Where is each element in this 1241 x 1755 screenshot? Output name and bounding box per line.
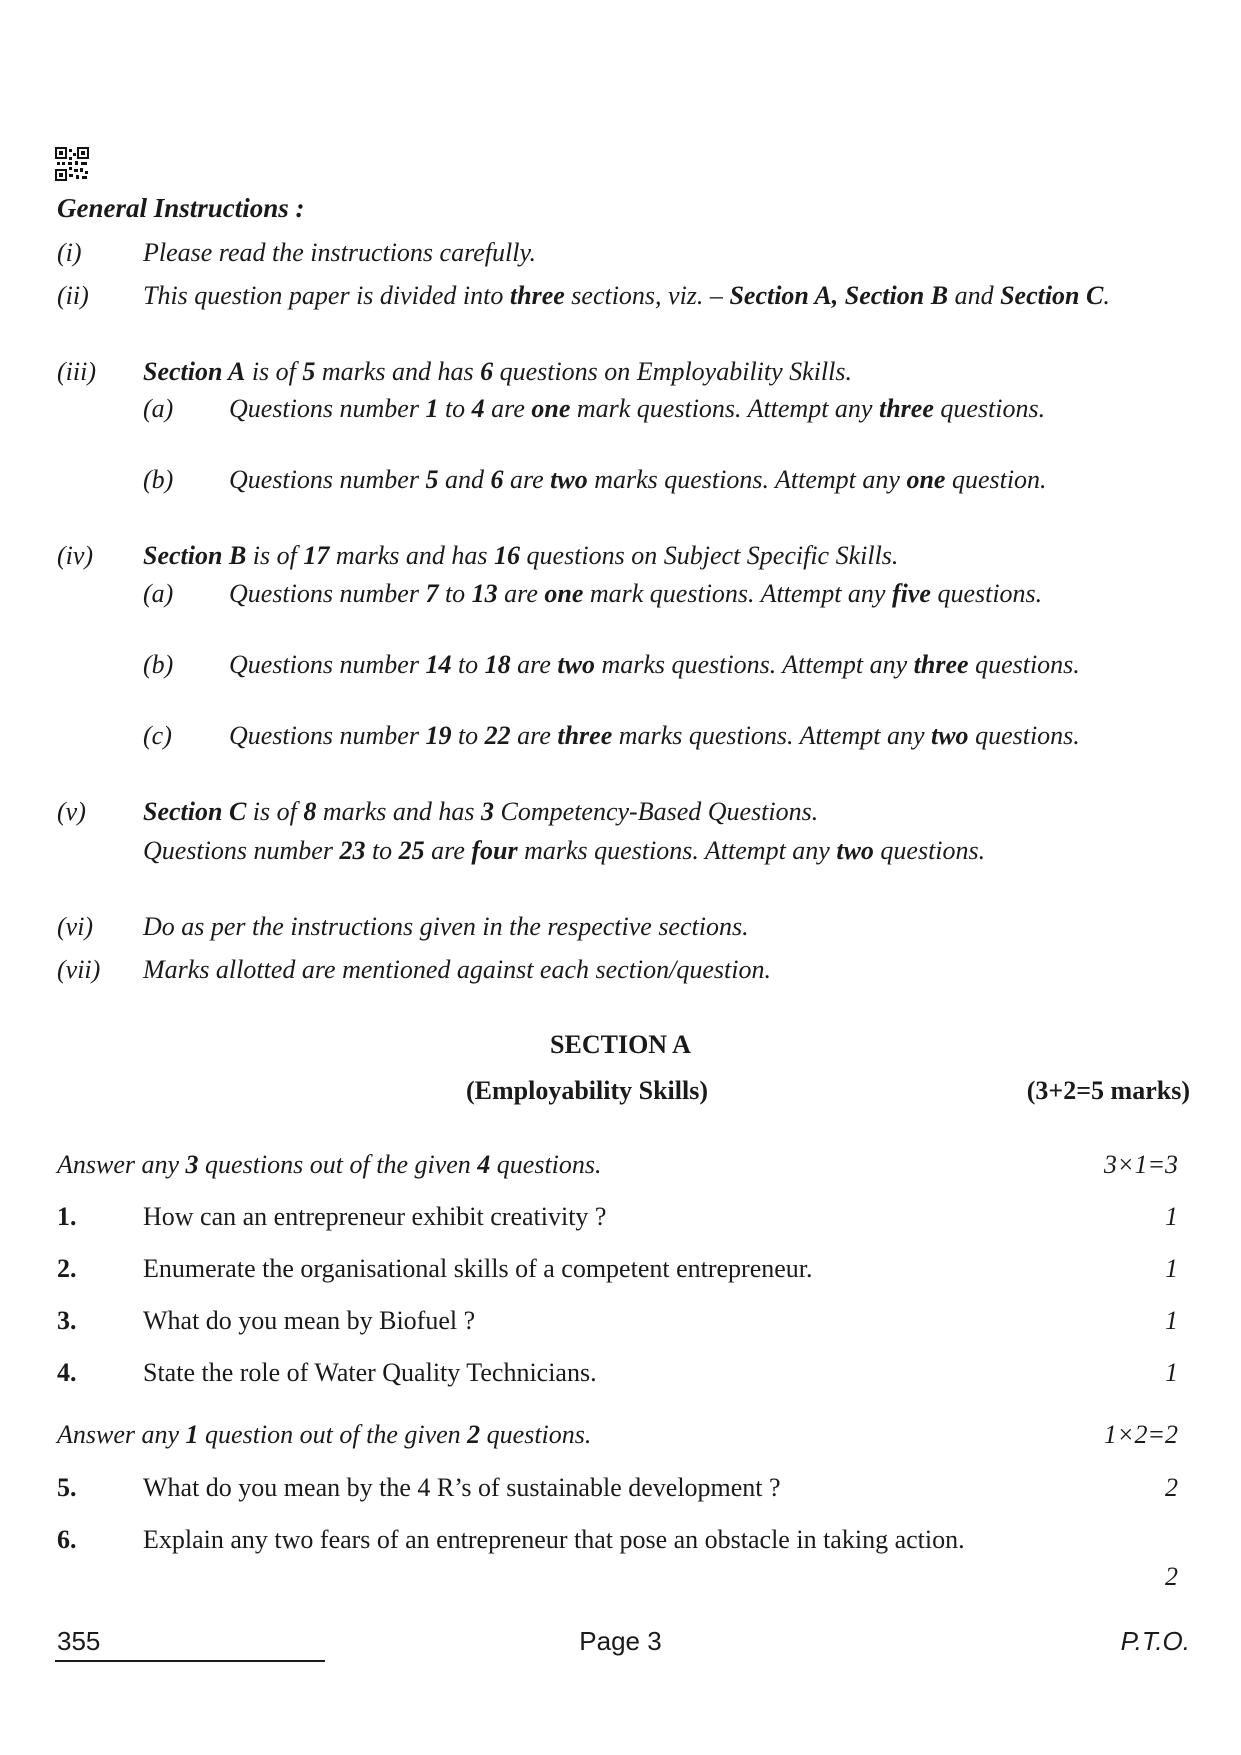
instruction-text: Section A is of 5 marks and has 6 questions on Employability Skills. — [143, 357, 852, 386]
instruction-num: (iv) — [57, 541, 94, 570]
question-text: How can an entrepreneur exhibit creativity ? — [143, 1202, 607, 1231]
paper-code: 355 — [57, 1626, 101, 1656]
question-number: 3. — [57, 1306, 77, 1335]
emphasis-text: three — [913, 650, 969, 679]
question-marks: 1 — [1165, 1306, 1178, 1335]
question-text: What do you mean by the 4 R’s of sustainable development ? — [143, 1473, 781, 1502]
general-instructions-heading: General Instructions : — [57, 193, 305, 223]
question-number: 4. — [57, 1358, 77, 1387]
emphasis-text: 1 — [185, 1420, 199, 1449]
section-title: SECTION A — [550, 1030, 691, 1059]
question-text: What do you mean by Biofuel ? — [143, 1306, 476, 1335]
question-number: 2. — [57, 1254, 77, 1283]
instruction-text: Section C is of 8 marks and has 3 Competency-Based Questions. — [143, 797, 819, 826]
instruction-num: (iii) — [57, 357, 96, 386]
emphasis-text: 3 — [481, 797, 495, 826]
sub-instruction-text: Questions number 19 to 22 are three marks questions. Attempt any two questions. — [229, 721, 1080, 750]
question-marks: 2 — [1165, 1473, 1178, 1502]
emphasis-text: four — [471, 836, 518, 865]
emphasis-text: five — [891, 579, 931, 608]
sub-instruction-text: Questions number 5 and 6 are two marks questions. Attempt any one question. — [229, 465, 1047, 494]
question-number: 5. — [57, 1473, 77, 1502]
question-marks: 1 — [1165, 1202, 1178, 1231]
section-marks: (3+2=5 marks) — [1026, 1076, 1190, 1105]
question-marks: 2 — [1165, 1562, 1178, 1591]
instruction-text: Please read the instructions carefully. — [143, 238, 537, 267]
emphasis-text: 6 — [490, 465, 504, 494]
group-marks: 3×1=3 — [1103, 1150, 1178, 1179]
qr-code-icon — [55, 147, 89, 181]
question-text: Explain any two fears of an entrepreneur that pose an obstacle in taking action. — [143, 1525, 965, 1554]
emphasis-text: one — [906, 465, 946, 494]
instruction-text: Do as per the instructions given in the respective sections. — [143, 912, 749, 941]
section-subtitle: (Employability Skills) — [466, 1076, 708, 1105]
instruction-text: This question paper is divided into three sections, viz. – Section A, Section B and Section C. — [143, 281, 1110, 310]
sub-instruction-num: (a) — [143, 579, 174, 608]
emphasis-text: three — [878, 394, 934, 423]
emphasis-text: 19 — [425, 721, 452, 750]
emphasis-text: 7 — [425, 579, 439, 608]
question-number: 1. — [57, 1202, 77, 1231]
instruction-num: (vii) — [57, 955, 101, 984]
instruction-num: (ii) — [57, 281, 89, 310]
sub-instruction-num: (a) — [143, 394, 174, 423]
emphasis-text: 1 — [425, 394, 439, 423]
sub-instruction-text: Questions number 1 to 4 are one mark questions. Attempt any three questions. — [229, 394, 1046, 423]
emphasis-text: Section A, — [729, 281, 839, 310]
emphasis-text: 16 — [494, 541, 521, 570]
emphasis-text: 5 — [425, 465, 439, 494]
emphasis-text: 17 — [303, 541, 330, 570]
question-marks: 1 — [1165, 1358, 1178, 1387]
instruction-text: Questions number 23 to 25 are four marks questions. Attempt any two questions. — [143, 836, 986, 865]
emphasis-text: 4 — [471, 394, 485, 423]
emphasis-text: 14 — [425, 650, 452, 679]
emphasis-text: Section C — [143, 797, 247, 826]
emphasis-text: Section B — [143, 541, 247, 570]
instruction-text: Marks allotted are mentioned against each section/question. — [143, 955, 771, 984]
question-text: Enumerate the organisational skills of a competent entrepreneur. — [143, 1254, 813, 1283]
emphasis-text: 23 — [339, 836, 366, 865]
emphasis-text: two — [930, 721, 969, 750]
sub-instruction-text: Questions number 7 to 13 are one mark questions. Attempt any five questions. — [229, 579, 1043, 608]
emphasis-text: 2 — [467, 1420, 481, 1449]
emphasis-text: two — [836, 836, 874, 865]
sub-instruction-text: Questions number 14 to 18 are two marks questions. Attempt any three questions. — [229, 650, 1080, 679]
sub-instruction-num: (c) — [143, 721, 172, 750]
question-marks: 1 — [1165, 1254, 1178, 1283]
emphasis-text: 3 — [185, 1150, 199, 1179]
group-instruction: Answer any 3 questions out of the given 4 questions. — [57, 1150, 602, 1179]
footer-rule — [55, 1660, 325, 1662]
sub-instruction-num: (b) — [143, 650, 174, 679]
emphasis-text: 25 — [398, 836, 425, 865]
emphasis-text: two — [557, 650, 595, 679]
emphasis-text: three — [557, 721, 613, 750]
question-number: 6. — [57, 1525, 77, 1554]
page-number: Page 3 — [579, 1626, 662, 1656]
emphasis-text: one — [531, 394, 571, 423]
emphasis-text: 8 — [303, 797, 317, 826]
emphasis-text: 22 — [484, 721, 511, 750]
instruction-num: (i) — [57, 238, 82, 267]
instruction-text: Section B is of 17 marks and has 16 questions on Subject Specific Skills. — [143, 541, 899, 570]
emphasis-text: two — [550, 465, 588, 494]
instruction-num: (v) — [57, 797, 86, 826]
emphasis-text: Section C — [1000, 281, 1104, 310]
emphasis-text: 4 — [477, 1150, 491, 1179]
emphasis-text: 5 — [302, 357, 316, 386]
emphasis-text: Section B — [844, 281, 949, 310]
sub-instruction-num: (b) — [143, 465, 174, 494]
emphasis-text: Section A — [143, 357, 246, 386]
emphasis-text: 18 — [484, 650, 511, 679]
question-text: State the role of Water Quality Technicians. — [143, 1358, 597, 1387]
group-marks: 1×2=2 — [1103, 1420, 1178, 1449]
emphasis-text: 13 — [471, 579, 498, 608]
emphasis-text: 6 — [480, 357, 494, 386]
instruction-num: (vi) — [57, 912, 94, 941]
emphasis-text: three — [509, 281, 565, 310]
emphasis-text: one — [544, 579, 584, 608]
please-turn-over: P.T.O. — [1120, 1626, 1190, 1656]
group-instruction: Answer any 1 question out of the given 2 questions. — [57, 1420, 592, 1449]
